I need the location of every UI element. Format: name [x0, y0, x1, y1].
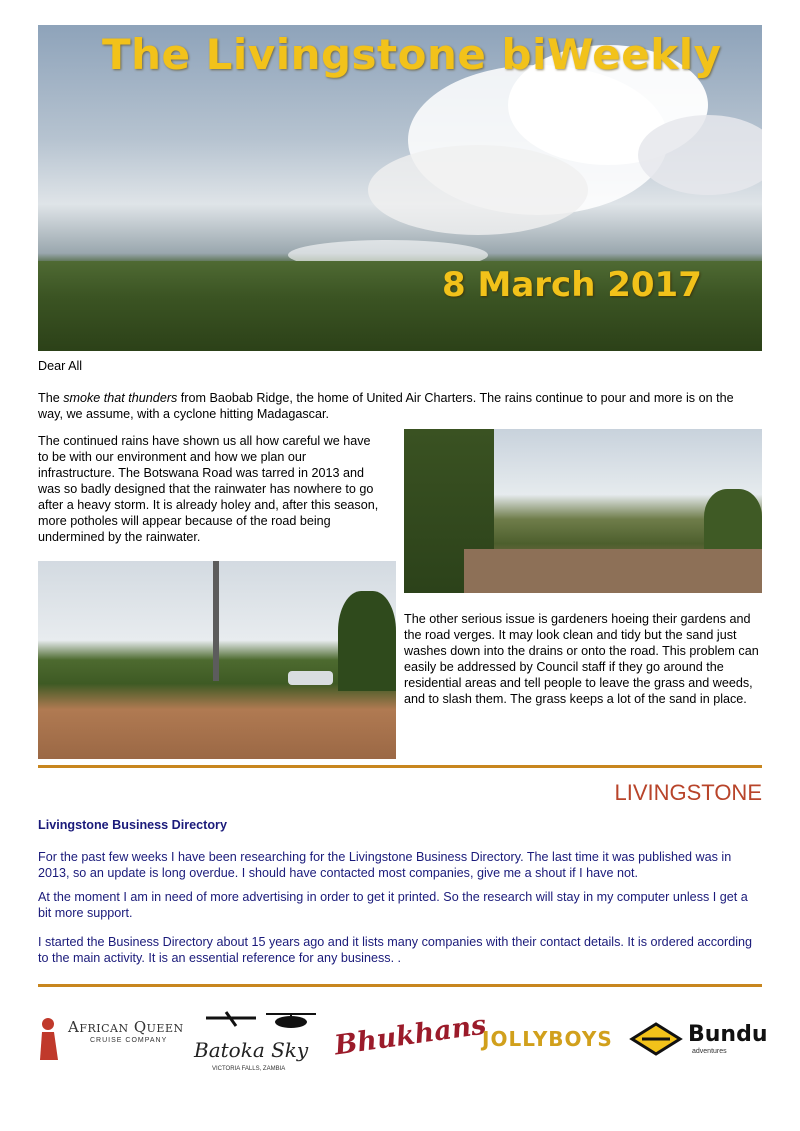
flooded-road-photo	[404, 429, 762, 593]
business-directory-heading: Livingstone Business Directory	[38, 818, 227, 832]
jollyboys-logo: JOLLYBOYS	[482, 1027, 613, 1051]
issue-date: 8 March 2017	[442, 265, 702, 305]
section-heading: LIVINGSTONE	[614, 780, 762, 805]
footer-divider	[38, 984, 762, 987]
bundu-emblem-icon	[628, 1022, 684, 1056]
greeting: Dear All	[38, 359, 83, 373]
directory-paragraph-3: I started the Business Directory about 15 years ago and it lists many companies with their contact details. It is ordered according to the main activity. It is an essential reference for any business. .	[38, 935, 753, 965]
newsletter-title: The Livingstone biWeekly	[102, 30, 722, 79]
intro-paragraph-3: The other serious issue is gardeners hoeing their gardens and the road verges. It may look clean and tidy but the sand just washes down into the drains or onto the road. This problem can easily be addressed by Council staff if they go around the residential areas and tell people to leave the grass and weeds, and to slash them. The grass keeps a lot of the sand in place.	[404, 612, 759, 706]
bhukhans-logo: Bhukhans	[332, 1009, 489, 1062]
african-queen-figure-icon	[38, 1014, 62, 1062]
directory-paragraph-1: For the past few weeks I have been researching for the Livingstone Business Directory. The last time it was published was in 2013, so an update is long overdue. I should have contacted most companies, give me a shout if I have not.	[38, 850, 732, 880]
directory-paragraph-2: At the moment I am in need of more advertising in order to get it printed. So the research will stay in my computer unless I get a bit more support.	[38, 890, 748, 920]
bundu-logo: Bundu adventures	[628, 1022, 768, 1062]
intro-paragraph-1: The smoke that thunders from Baobab Ridge, the home of United Air Charters. The rains continue to pour and more is on the way, we assume, with a cyclone hitting Madagascar.	[38, 391, 734, 421]
african-queen-logo: African Queen CRUISE COMPANY	[38, 1014, 188, 1064]
eroded-verge-photo	[38, 561, 396, 759]
aircraft-icon	[196, 1004, 326, 1040]
batoka-sky-logo: Batoka Sky VICTORIA FALLS, ZAMBIA	[190, 1004, 325, 1082]
intro-paragraph-2: The continued rains have shown us all how careful we have to be with our environment and how we plan our infrastructure. The Botswana Road was tarred in 2013 and was so badly designed that the rainwater has nowhere to go after a heavy storm. It is already holey and, after this season, more potholes will appear because of the road being undermined by the rainwater.	[38, 434, 379, 544]
section-divider	[38, 765, 762, 768]
